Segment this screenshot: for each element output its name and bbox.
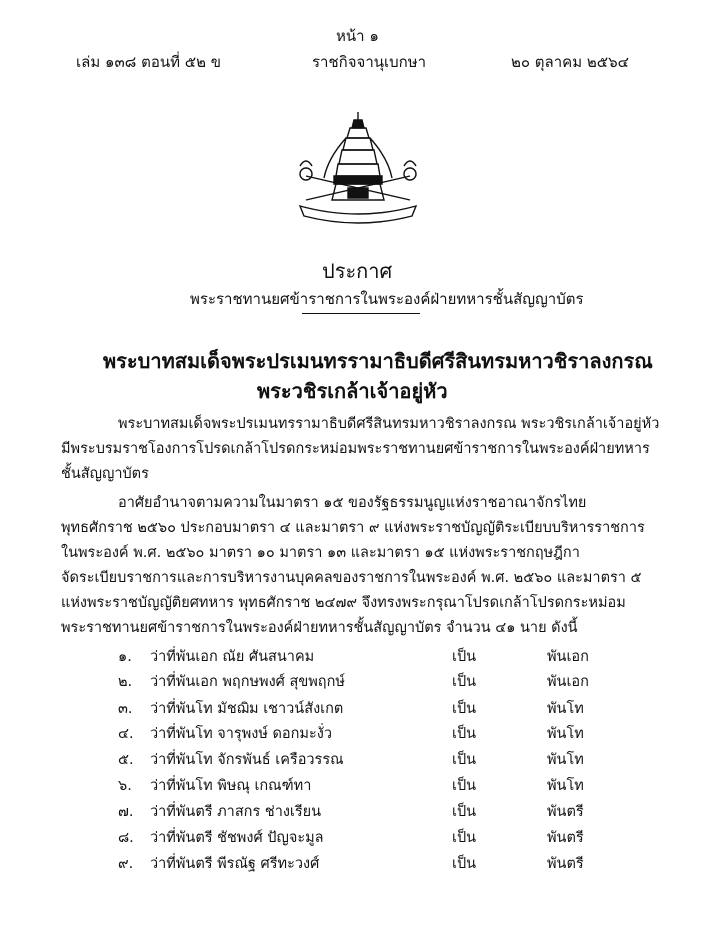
list-item-name: ว่าที่พันตรี ภาสกร ช่างเรียน	[150, 804, 322, 820]
page-number: หน้า ๑	[336, 27, 379, 45]
list-item-rank: พันตรี	[547, 856, 584, 872]
list-item-name: ว่าที่พันตรี พีรณัฐ ศรีทะวงศ์	[150, 856, 320, 872]
king-name-line-2: พระวชิรเกล้าเจ้าอยู่หัว	[257, 379, 448, 403]
list-item-be: เป็น	[452, 674, 477, 690]
list-item-be: เป็น	[452, 752, 477, 768]
list-item-number: ๒.	[118, 674, 133, 690]
list-item-rank: พันเอก	[547, 674, 589, 690]
list-item-be: เป็น	[452, 701, 477, 717]
list-item-number: ๗.	[118, 804, 134, 820]
title-divider	[302, 313, 420, 314]
list-item-name: ว่าที่พันโท มัชฌิม เชาวน์สังเกต	[150, 701, 344, 717]
paragraph-1-line-1: พระบาทสมเด็จพระปรเมนทรรามาธิบดีศรีสินทรมหาวชิราลงกรณ พระวชิรเกล้าเจ้าอยู่หัว	[118, 416, 660, 432]
list-item-name: ว่าที่พันโท จักรพันธ์ เครือวรรณ	[150, 752, 344, 768]
list-item-be: เป็น	[452, 804, 477, 820]
paragraph-2-line-4: จัดระเบียบราชการและการบริหารงานบุคคลของราชการในพระองค์ พ.ศ. ๒๕๖๐ และมาตรา ๕	[61, 570, 642, 586]
list-item-number: ๑.	[118, 649, 132, 665]
paragraph-2-line-6: พระราชทานยศข้าราชการในพระองค์ฝ่ายทหารชั้นสัญญาบัตร จำนวน ๔๑ นาย ดังนี้	[61, 620, 578, 636]
list-item-be: เป็น	[452, 649, 477, 665]
list-item-rank: พันโท	[547, 778, 584, 794]
list-item-rank: พันโท	[547, 701, 584, 717]
paragraph-1-line-2: มีพระบรมราชโองการโปรดเกล้าโปรดกระหม่อมพระราชทานยศข้าราชการในพระองค์ฝ่ายทหาร	[61, 441, 650, 457]
paragraph-2-line-3: ในพระองค์ พ.ศ. ๒๕๖๐ มาตรา ๑๐ มาตรา ๑๓ และมาตรา ๑๕ แห่งพระราชกฤษฎีกา	[61, 545, 580, 561]
list-item-name: ว่าที่พันเอก ณัย ศันสนาคม	[150, 649, 315, 665]
list-item-number: ๕.	[118, 752, 134, 768]
list-item-name: ว่าที่พันตรี ชัชพงศ์ ปัญจะมูล	[150, 830, 324, 846]
gazette-volume: เล่ม ๑๓๘ ตอนที่ ๕๒ ข	[76, 53, 222, 71]
paragraph-2-line-1: อาศัยอำนาจตามความในมาตรา ๑๕ ของรัฐธรรมนูญแห่งราชอาณาจักรไทย	[118, 495, 587, 511]
list-item-rank: พันโท	[547, 752, 584, 768]
announcement-title: ประกาศ	[322, 259, 393, 283]
list-item-number: ๙.	[118, 856, 134, 872]
announcement-subtitle: พระราชทานยศข้าราชการในพระองค์ฝ่ายทหารชั้นสัญญาบัตร	[190, 290, 584, 308]
list-item-number: ๔.	[118, 726, 134, 742]
list-item-be: เป็น	[452, 778, 477, 794]
paragraph-1-line-3: ชั้นสัญญาบัตร	[61, 466, 149, 482]
paragraph-2-line-2: พุทธศักราช ๒๕๖๐ ประกอบมาตรา ๔ และมาตรา ๙ แห่งพระราชบัญญัติระเบียบบริหารราชการ	[61, 520, 645, 536]
list-item-number: ๓.	[118, 701, 133, 717]
list-item-name: ว่าที่พันเอก พฤกษพงศ์ สุขพฤกษ์	[150, 674, 345, 690]
king-name-line-1: พระบาทสมเด็จพระปรเมนทรรามาธิบดีศรีสินทรมหาวชิราลงกรณ	[103, 349, 653, 373]
royal-emblem-icon	[288, 108, 428, 230]
list-item-name: ว่าที่พันโท จารุพงษ์ ดอกมะงั่ว	[150, 726, 332, 742]
list-item-be: เป็น	[452, 830, 477, 846]
gazette-date: ๒๐ ตุลาคม ๒๕๖๔	[511, 53, 629, 71]
list-item-be: เป็น	[452, 856, 477, 872]
list-item-be: เป็น	[452, 726, 477, 742]
list-item-rank: พันเอก	[547, 649, 589, 665]
list-item-number: ๘.	[118, 830, 134, 846]
gazette-name: ราชกิจจานุเบกษา	[312, 53, 427, 71]
paragraph-2-line-5: แห่งพระราชบัญญัติยศทหาร พุทธศักราช ๒๔๗๙ จึงทรงพระกรุณาโปรดเกล้าโปรดกระหม่อม	[61, 595, 626, 611]
list-item-number: ๖.	[118, 778, 132, 794]
list-item-name: ว่าที่พันโท พิษณุ เกณฑ์ทา	[150, 778, 312, 794]
list-item-rank: พันตรี	[547, 830, 584, 846]
list-item-rank: พันตรี	[547, 804, 584, 820]
list-item-rank: พันโท	[547, 726, 584, 742]
